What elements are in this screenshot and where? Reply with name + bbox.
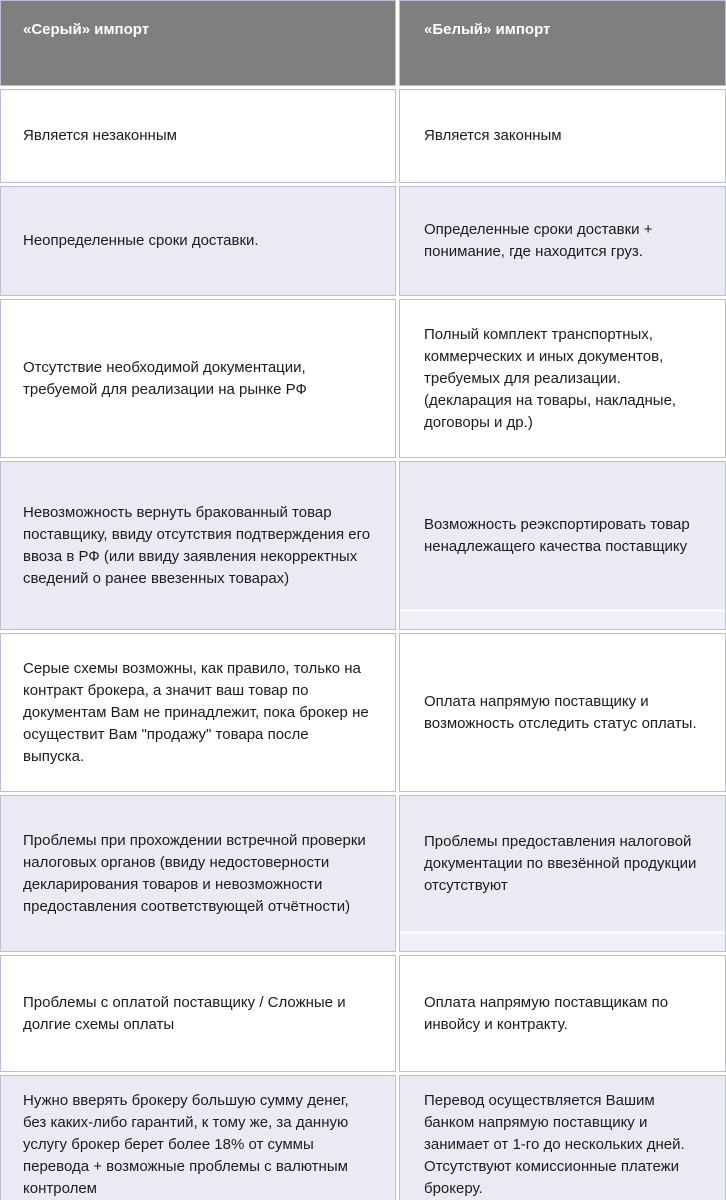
cell-text: Невозможность вернуть бракованный товар поставщику, ввиду отсутствия подтверждения его ввоза в РФ (или ввиду заявления некорректных сведений о ранее ввезенных товарах) <box>23 503 371 587</box>
cell-text: Проблемы при прохождении встречной проверки налоговых органов (ввиду недостоверности декларирования товаров и невозможности предоставления соответствующей отчётности) <box>23 831 366 915</box>
cell-text: Определенные сроки доставки + понимание, где находится груз. <box>424 221 653 260</box>
cell-substrip <box>400 609 725 629</box>
column-header-label: «Серый» импорт <box>23 21 150 38</box>
table-cell-white-row-3 <box>399 299 726 458</box>
table-cell-gray-row-3 <box>0 299 396 458</box>
table-cell-gray-row-6 <box>0 795 396 952</box>
table-cell-gray-row-5 <box>0 633 396 792</box>
table-cell-gray-row-7 <box>0 955 396 1072</box>
table-cell-white-row-1 <box>399 89 726 183</box>
cell-text: Оплата напрямую поставщикам по инвойсу и контракту. <box>424 993 669 1033</box>
cell-main-area <box>400 796 725 931</box>
cell-text: Неопределенные сроки доставки. <box>23 232 259 249</box>
cell-text: Полный комплект транспортных, коммерческих и иных документов, требуемых для реализации. (декларация на товары, накладные, договоры и др.) <box>424 325 677 431</box>
column-header-label: «Белый» импорт <box>424 21 551 38</box>
cell-text: Отсутствие необходимой документации, требуемой для реализации на рынке РФ <box>23 358 307 398</box>
table-cell-gray-row-8 <box>0 1075 396 1200</box>
cell-text: Перевод осуществляется Вашим банком напрямую поставщику и занимает от 1-го до нескольких дней. Отсутствуют комиссионные платежи брокеру. <box>424 1092 685 1197</box>
cell-text: Проблемы предоставления налоговой документации по ввезённой продукции отсутствуют <box>424 832 697 894</box>
cell-text: Является незаконным <box>23 127 177 144</box>
table-cell-white-row-5 <box>399 633 726 792</box>
table-cell-white-row-6 <box>399 795 726 952</box>
cell-substrip <box>400 931 725 951</box>
table-cell-gray-row-2 <box>0 186 396 296</box>
table-cell-white-row-8 <box>399 1075 726 1200</box>
cell-text: Возможность реэкспортировать товар ненадлежащего качества поставщику <box>424 515 690 555</box>
cell-text: Серые схемы возможны, как правило, только на контракт брокера, а значит ваш товар по документам Вам не принадлежит, пока брокер не осуществит Вам "продажу" товара после выпуска. <box>23 659 369 765</box>
table-cell-gray-row-4 <box>0 461 396 630</box>
column-header-white-import <box>399 0 726 86</box>
table-cell-white-row-2 <box>399 186 726 296</box>
column-header-gray-import <box>0 0 396 86</box>
table-cell-white-row-4 <box>399 461 726 630</box>
table-cell-white-row-7 <box>399 955 726 1072</box>
cell-text: Оплата напрямую поставщику и возможность отследить статус оплаты. <box>424 692 697 732</box>
cell-main-area <box>400 462 725 609</box>
cell-text: Нужно вверять брокеру большую сумму денег, без каких-либо гарантий, к тому же, за данную услугу брокер берет более 18% от суммы перевода + возможные проблемы с валютным контролем <box>23 1092 349 1197</box>
table-cell-gray-row-1 <box>0 89 396 183</box>
cell-text: Является законным <box>424 127 562 144</box>
cell-text: Проблемы с оплатой поставщику / Сложные и долгие схемы оплаты <box>23 993 346 1033</box>
